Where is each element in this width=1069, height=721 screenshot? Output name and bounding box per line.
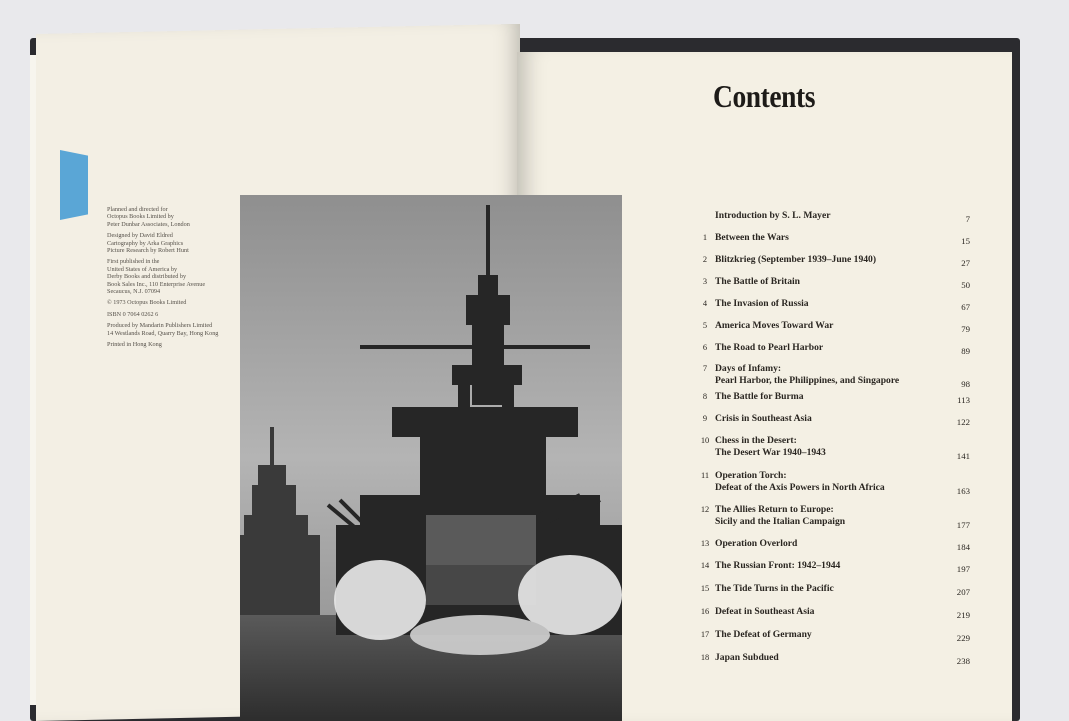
toc-title-line: The Russian Front: 1942–1944 — [715, 560, 841, 571]
toc-chapter-number: 8 — [702, 392, 708, 401]
toc-page-number: 122 — [956, 417, 970, 427]
toc-title-line: Chess in the Desert: — [715, 435, 797, 446]
imprint-line: Octopus Books Limited by — [107, 213, 174, 221]
toc-chapter-number: 13 — [700, 539, 710, 548]
toc-chapter-number: 14 — [700, 561, 710, 570]
toc-chapter-title — [715, 232, 945, 244]
toc-title-line: America Moves Toward War — [715, 320, 834, 331]
imprint-line: Cartography by Arka Graphics — [107, 239, 184, 247]
imprint-line: First published in the — [107, 258, 160, 266]
toc-chapter-title — [715, 652, 945, 664]
toc-chapter-number: 3 — [702, 277, 708, 286]
toc-chapter-number: 5 — [702, 321, 708, 330]
toc-page-number: 15 — [961, 236, 970, 246]
toc-chapter-title — [715, 504, 945, 528]
battleship-photo — [240, 195, 622, 721]
toc-page-number: 98 — [961, 379, 970, 389]
imprint-line: Produced by Mandarin Publishers Limited — [107, 322, 213, 330]
toc-page-number: 177 — [956, 520, 970, 530]
toc-chapter-title — [715, 629, 945, 641]
imprint-line: Secaucus, N.J. 07094 — [107, 288, 161, 296]
imprint-line: Planned and directed for — [107, 206, 168, 213]
toc-chapter-title — [715, 254, 945, 266]
imprint-block — [107, 341, 257, 348]
toc-chapter-title — [715, 413, 945, 425]
toc-chapter-number: 6 — [702, 343, 708, 352]
toc-chapter-title — [715, 583, 945, 595]
toc-chapter-number: 2 — [702, 255, 708, 264]
toc-title-line: Introduction by S. L. Mayer — [715, 210, 831, 221]
toc-page-number: 207 — [956, 587, 970, 597]
blue-bookmark-tab — [60, 150, 88, 220]
toc-chapter-title — [715, 470, 945, 494]
toc-page-number: 67 — [961, 302, 970, 312]
toc-chapter-title — [715, 363, 945, 387]
imprint-line: ISBN 0 7064 0262 6 — [107, 310, 159, 318]
imprint-line: Peter Dunbar Associates, London — [107, 220, 190, 228]
toc-title-line: The Battle of Britain — [715, 276, 801, 287]
toc-chapter-title — [715, 342, 945, 354]
toc-page-number: 141 — [956, 451, 970, 461]
toc-title-line: Blitzkrieg (September 1939–June 1940) — [715, 254, 877, 265]
toc-chapter-title — [715, 320, 945, 332]
toc-page-number: 229 — [956, 633, 970, 643]
toc-title-line: The Defeat of Germany — [715, 629, 812, 640]
toc-title-line: The Road to Pearl Harbor — [715, 342, 824, 353]
toc-chapter-title — [715, 606, 945, 618]
toc-title-line: Operation Torch: — [715, 470, 787, 481]
imprint-line: Printed in Hong Kong — [107, 341, 162, 349]
imprint-block — [107, 311, 257, 318]
toc-title-line: Japan Subdued — [715, 652, 779, 663]
toc-chapter-number: 12 — [700, 505, 710, 514]
toc-chapter-number: 4 — [702, 299, 708, 308]
toc-title-line: The Allies Return to Europe: — [715, 504, 834, 515]
toc-title-line: Defeat in Southeast Asia — [715, 606, 815, 617]
toc-title-line: The Battle for Burma — [715, 391, 804, 402]
imprint-line: United States of America by — [107, 265, 178, 273]
toc-chapter-number: 18 — [700, 653, 710, 662]
toc-chapter-number: 11 — [700, 471, 710, 480]
toc-page-number: 184 — [956, 542, 970, 552]
imprint-block — [107, 299, 257, 306]
toc-chapter-title — [715, 276, 945, 288]
contents-heading: Contents — [713, 78, 816, 114]
toc-chapter-number: 16 — [700, 607, 710, 616]
toc-title-line: The Desert War 1940–1943 — [715, 447, 826, 458]
toc-chapter-number: 10 — [700, 436, 710, 445]
imprint-text — [107, 206, 257, 353]
toc-page-number: 27 — [961, 258, 970, 268]
toc-chapter-number: 7 — [702, 364, 708, 373]
imprint-line: Designed by David Eldred — [107, 232, 173, 240]
toc-chapter-number: 9 — [702, 414, 708, 423]
toc-page-number: 238 — [956, 656, 970, 666]
toc-page-number: 113 — [957, 395, 970, 405]
toc-title-line: Days of Infamy: — [715, 363, 782, 374]
imprint-line: Book Sales Inc., 110 Enterprise Avenue — [107, 280, 206, 288]
toc-page-number: 89 — [961, 346, 970, 356]
imprint-block — [107, 232, 257, 254]
toc-chapter-title — [715, 560, 945, 572]
toc-title-line: Sicily and the Italian Campaign — [715, 516, 846, 527]
toc-title-line: The Tide Turns in the Pacific — [715, 583, 834, 594]
toc-chapter-number: 1 — [702, 233, 708, 242]
imprint-line: Derby Books and distributed by — [107, 273, 187, 281]
toc-page-number: 50 — [961, 280, 970, 290]
toc-title-line: Pearl Harbor, the Philippines, and Singapore — [715, 375, 900, 386]
toc-title-line: Defeat of the Axis Powers in North Africa — [715, 482, 885, 493]
imprint-block — [107, 258, 257, 295]
toc-page-number: 163 — [956, 486, 970, 496]
toc-title-line: Operation Overlord — [715, 538, 798, 549]
toc-chapter-number: 15 — [700, 584, 710, 593]
toc-page-number: 7 — [965, 214, 970, 224]
toc-page-number: 197 — [956, 564, 970, 574]
toc-title-line: Crisis in Southeast Asia — [715, 413, 812, 424]
toc-chapter-title — [715, 435, 945, 459]
imprint-line: © 1973 Octopus Books Limited — [107, 299, 187, 307]
toc-chapter-number: 17 — [700, 630, 710, 639]
toc-page-number: 219 — [956, 610, 970, 620]
imprint-block — [107, 322, 257, 337]
imprint-line: Picture Research by Robert Hunt — [107, 247, 189, 255]
toc-chapter-title — [715, 210, 945, 222]
imprint-block — [107, 206, 257, 228]
toc-chapter-title — [715, 538, 945, 550]
toc-page-number: 79 — [961, 324, 970, 334]
toc-title-line: Between the Wars — [715, 232, 789, 243]
toc-chapter-title — [715, 391, 945, 403]
toc-chapter-title — [715, 298, 945, 310]
imprint-line: 14 Westlands Road, Quarry Bay, Hong Kong — [107, 329, 219, 337]
toc-title-line: The Invasion of Russia — [715, 298, 809, 309]
